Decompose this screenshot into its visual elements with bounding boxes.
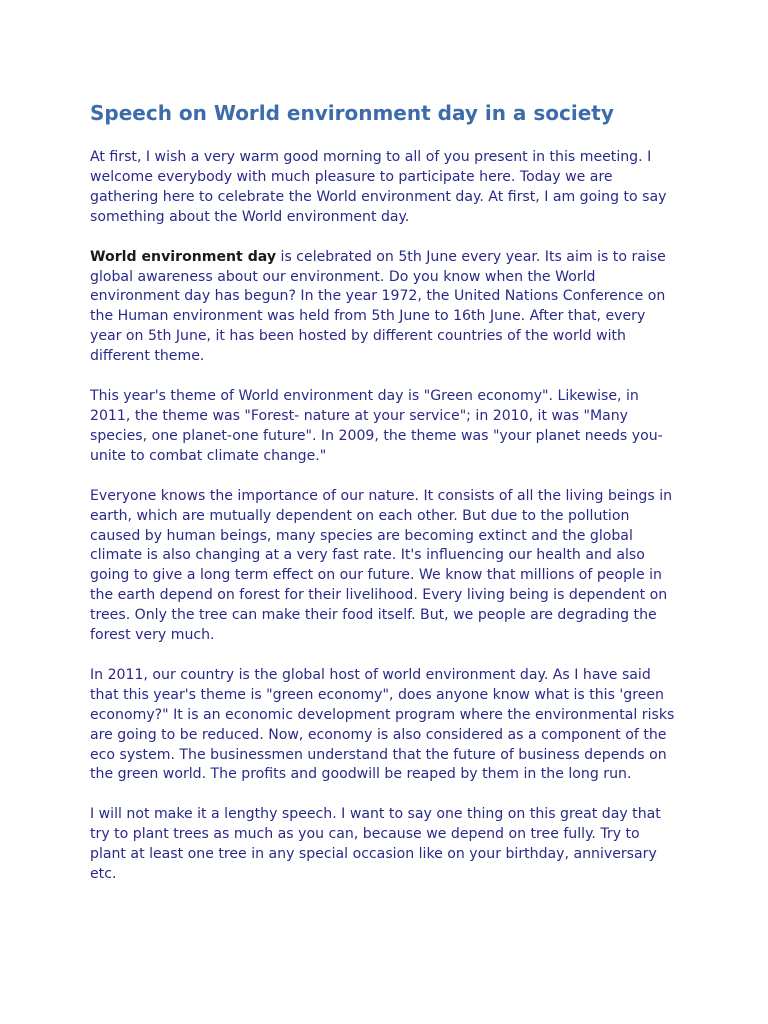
paragraph-themes: This year's theme of World environment day is "Green economy". Likewise, in 2011, the theme was "Forest- nature at your service"; in 2010, it was "Many species, one planet-one future". In 2009, the theme was "your planet needs you- unite to combat climate change." <box>90 388 663 464</box>
paragraph-closing: I will not make it a lengthy speech. I want to say one thing on this great day that try to plant trees as much as you can, because we depend on tree fully. Try to plant at least one tree in any special occasion like on your birthday, anniversary etc. <box>90 806 661 883</box>
document-title: Speech on World environment day in a society <box>90 101 614 125</box>
paragraph-nature: Everyone knows the importance of our nature. It consists of all the living beings in earth, which are mutually dependent on each other. But due to the pollution caused by human beings, many species are becoming extinct and the global climate is also changing at a very fast rate. It's influencing our health and also going to give a long term effect on our future. We know that millions of people in the earth depend on forest for their livelihood. Every living being is dependent on trees. Only the tree can make their food itself. But, we people are degrading the forest very much. <box>90 487 673 644</box>
paragraph-history <box>90 248 680 367</box>
document-page <box>90 99 680 905</box>
paragraph-lead-term: World environment day <box>90 248 277 265</box>
paragraph-green-economy: In 2011, our country is the global host of world environment day. As I have said that this year's theme is "green economy", does anyone know what is this 'green economy?" It is an economic development program where the environmental risks are going to be reduced. Now, economy is also considered as a component of the eco system. The businessmen understand that the future of business depends on the green world. The profits and goodwill be reaped by them in the long run. <box>90 666 675 783</box>
paragraph-history-text: is celebrated on 5th June every year. Its aim is to raise global awareness about our environment. Do you know when the World environment day has begun? In the year 1972, the United Nations Conference on the Human environment was held from 5th June to 16th June. After that, every year on 5th June, it has been hosted by different countries of the world with different theme. <box>90 248 666 365</box>
paragraph-greeting: At first, I wish a very warm good morning to all of you present in this meeting. I welcome everybody with much pleasure to participate here. Today we are gathering here to celebrate the World environment day. At first, I am going to say something about the World environment day. <box>90 149 667 225</box>
